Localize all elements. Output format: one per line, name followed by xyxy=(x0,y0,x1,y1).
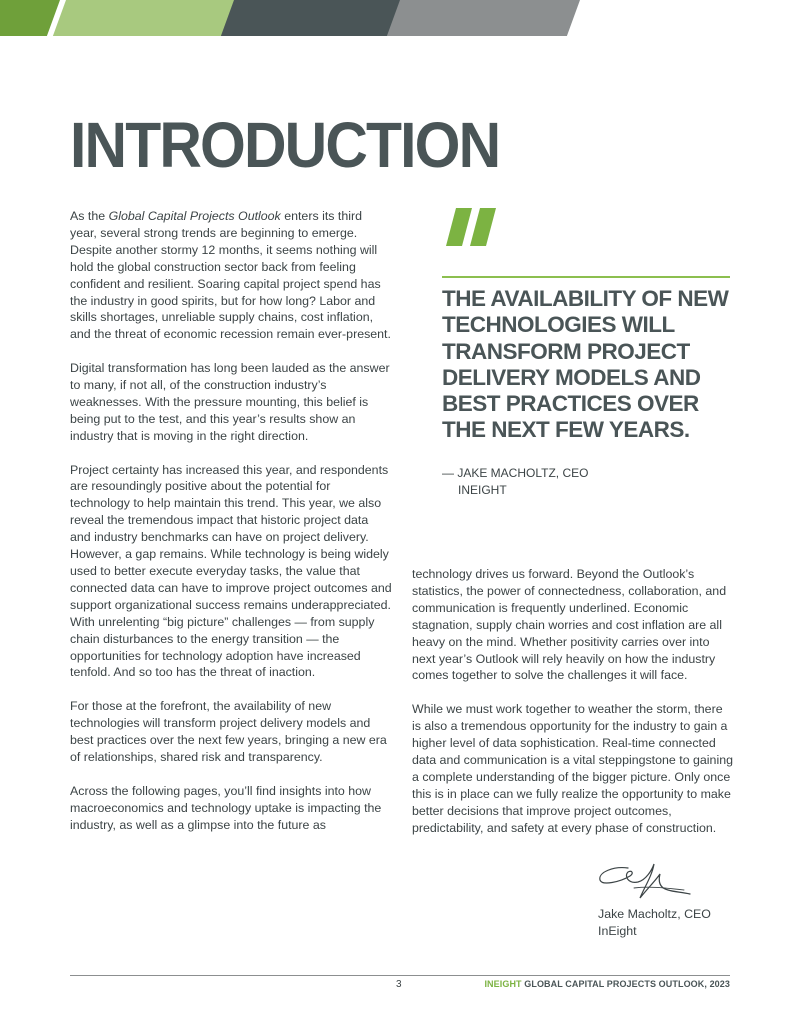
footer-report-title xyxy=(484,979,730,989)
quote-attribution xyxy=(442,465,588,499)
paragraph-1-rest: enters its third year, several strong trends are beginning to emerge. Despite another stormy 12 months, it seems nothing will hold the global construction sector back from feeling confident and resilient. Soaring capital project spend has the industry in good spirits, but for how long? Labor and skills shortages, unreliable supply chains, cost inflation, and the threat of economic recession remain ever-present. xyxy=(70,209,391,342)
quote-divider xyxy=(442,276,730,278)
paragraph-6: technology drives us forward. Beyond the Outlook’s statistics, the power of connectedness, collaboration, and communication is frequently underlined. Economic stagnation, supply chain worries and cost inflation are all heavy on the mind. Whether positivity carries over into next year’s Outlook will rely heavily on how the industry comes together to solve the challenges it will face. xyxy=(412,567,727,683)
left-text-column xyxy=(70,208,392,850)
quote-mark-icon xyxy=(442,208,502,258)
report-title-italic: Global Capital Projects Outlook xyxy=(108,209,281,223)
signoff-name: Jake Macholtz, CEO xyxy=(598,907,711,921)
right-text-column xyxy=(412,566,734,853)
paragraph-2: Digital transformation has long been lauded as the answer to many, if not all, of the construction industry’s weaknesses. With the pressure mounting, this belief is being put to the test, and this year’s results show an industry that is moving in the right direction. xyxy=(70,361,390,443)
page-number: 3 xyxy=(396,979,402,990)
footer-title-text: GLOBAL CAPITAL PROJECTS OUTLOOK, 2023 xyxy=(521,979,730,989)
band-segment-dark-gray xyxy=(221,0,404,36)
footer-brand: INEIGHT xyxy=(484,979,522,989)
top-color-band xyxy=(0,0,800,36)
band-segment-green xyxy=(0,0,60,36)
paragraph-7: While we must work together to weather the storm, there is also a tremendous opportunity for the industry to gain a higher level of data sophistication. Real-time connected data and communication is a vital steppingstone to gaining a complete understanding of the bigger picture. Only once this is in place can we fully realize the opportunity to make better decisions that improve project outcomes, predictability, and safety at every phase of construction. xyxy=(412,702,733,835)
band-segment-light-green xyxy=(53,0,238,36)
footer-divider xyxy=(70,975,730,976)
attribution-company: INEIGHT xyxy=(458,483,507,497)
pull-quote: THE AVAILABILITY OF NEW TECHNOLOGIES WILL TRANSFORM PROJECT DELIVERY MODELS AND BEST PRACTICES OVER THE NEXT FEW YEARS. xyxy=(442,286,729,443)
paragraph-5: Across the following pages, you’ll find insights into how macroeconomics and technology uptake is impacting the industry, as well as a glimpse into the future as xyxy=(70,783,382,832)
paragraph-4: For those at the forefront, the availability of new technologies will transform project delivery models and best practices over the next few years, bringing a new era of relationships, shared risk and transparency. xyxy=(70,699,387,764)
page-title: INTRODUCTION xyxy=(70,109,500,181)
band-segment-gray xyxy=(387,0,580,36)
attribution-name: — JAKE MACHOLTZ, CEO xyxy=(442,466,589,480)
signoff-company: InEight xyxy=(598,924,637,938)
paragraph-1-prefix: As the xyxy=(70,209,109,223)
paragraph-3: Project certainty has increased this year, and respondents are resoundingly positive about the potential for technology to help maintain this trend. This year, we also reveal the tremendous impact that historic project data and industry benchmarks can have on project delivery. However, a gap remains. While technology is being widely used to better execute everyday tasks, the value that connected data can have to improve project outcomes and support organizational success remains underappreciated. With unrelenting “big picture” challenges — from supply chain disturbances to the energy transition — the opportunities for technology adoption have increased tenfold. And so too has the threat of inaction. xyxy=(70,462,392,680)
signature-image xyxy=(594,858,694,910)
signoff-block xyxy=(598,906,711,940)
paragraph-1 xyxy=(70,208,392,343)
